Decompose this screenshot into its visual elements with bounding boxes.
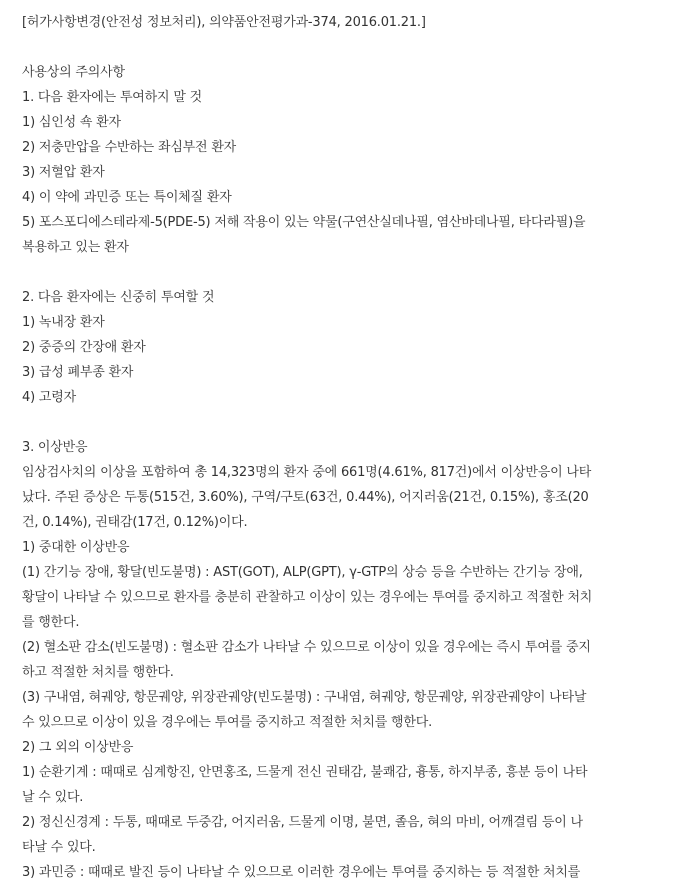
paragraph-line: 났다. 주된 증상은 두통(515건, 3.60%), 구역/구토(63건, 0.44%), 어지러움(21건, 0.15%), 홍조(20 (22, 490, 589, 505)
paragraph-line: (1) 간기능 장애, 황달(빈도불명) : AST(GOT), ALP(GPT), γ-GTP의 상승 등을 수반하는 간기능 장애, (22, 565, 583, 580)
paragraph-line: 3) 과민증 : 때때로 발진 등이 나타날 수 있으므로 이러한 경우에는 투여를 중지하는 등 적절한 처치를 (22, 865, 581, 880)
list-item: 1) 심인성 쇽 환자 (22, 115, 121, 130)
list-item: 5) 포스포디에스테라제-5(PDE-5) 저해 작용이 있는 약물(구연산실데나필, 염산바데나필, 타다라필)을 (22, 215, 586, 230)
paragraph-line: 날 수 있다. (22, 790, 84, 805)
paragraph-line: 건, 0.14%), 권태감(17건, 0.12%)이다. (22, 515, 248, 530)
section-heading-contraindications: 1. 다음 환자에는 투여하지 말 것 (22, 90, 202, 105)
paragraph-line: 1) 중대한 이상반응 (22, 540, 130, 555)
section-heading-precautions: 2. 다음 환자에는 신중히 투여할 것 (22, 290, 215, 305)
paragraph-line: 2) 그 외의 이상반응 (22, 740, 134, 755)
spacer (22, 410, 682, 435)
paragraph-line: 를 행한다. (22, 615, 80, 630)
paragraph-line: 타날 수 있다. (22, 840, 96, 855)
list-item: 4) 고령자 (22, 390, 76, 405)
list-item: 2) 중증의 간장애 환자 (22, 340, 146, 355)
document-title: 사용상의 주의사항 (22, 65, 125, 80)
paragraph-line: (2) 혈소판 감소(빈도불명) : 혈소판 감소가 나타날 수 있으므로 이상이 있을 경우에는 즉시 투여를 중지 (22, 640, 591, 655)
list-item: 복용하고 있는 환자 (22, 240, 129, 255)
paragraph-line: 황달이 나타날 수 있으므로 환자를 충분히 관찰하고 이상이 있는 경우에는 투여를 중지하고 적절한 처치 (22, 590, 593, 605)
paragraph-line: 수 있으므로 이상이 있을 경우에는 투여를 중지하고 적절한 처치를 행한다. (22, 715, 433, 730)
paragraph-line: 2) 정신신경계 : 두통, 때때로 두중감, 어지러움, 드물게 이명, 불면, 졸음, 혀의 마비, 어깨결림 등이 나 (22, 815, 583, 830)
document-body (22, 10, 682, 885)
list-item: 3) 저혈압 환자 (22, 165, 105, 180)
paragraph-line: 임상검사치의 이상을 포함하여 총 14,323명의 환자 중에 661명(4.61%, 817건)에서 이상반응이 나타 (22, 465, 592, 480)
list-item: 2) 저충만압을 수반하는 좌심부전 환자 (22, 140, 237, 155)
paragraph-line: 하고 적절한 처치를 행한다. (22, 665, 174, 680)
section-heading-adverse-reactions: 3. 이상반응 (22, 440, 88, 455)
paragraph-line: (3) 구내염, 혀궤양, 항문궤양, 위장관궤양(빈도불명) : 구내염, 혀궤양, 항문궤양, 위장관궤양이 나타날 (22, 690, 587, 705)
paragraph-line: 1) 순환기계 : 때때로 심계항진, 안면홍조, 드물게 전신 권태감, 불쾌감, 흉통, 하지부종, 흥분 등이 나타 (22, 765, 588, 780)
document-header: [허가사항변경(안전성 정보처리), 의약품안전평가과-374, 2016.01.21.] (22, 15, 426, 30)
spacer (22, 260, 682, 285)
list-item: 1) 녹내장 환자 (22, 315, 105, 330)
list-item: 3) 급성 폐부종 환자 (22, 365, 134, 380)
spacer (22, 35, 682, 60)
list-item: 4) 이 약에 과민증 또는 특이체질 환자 (22, 190, 232, 205)
